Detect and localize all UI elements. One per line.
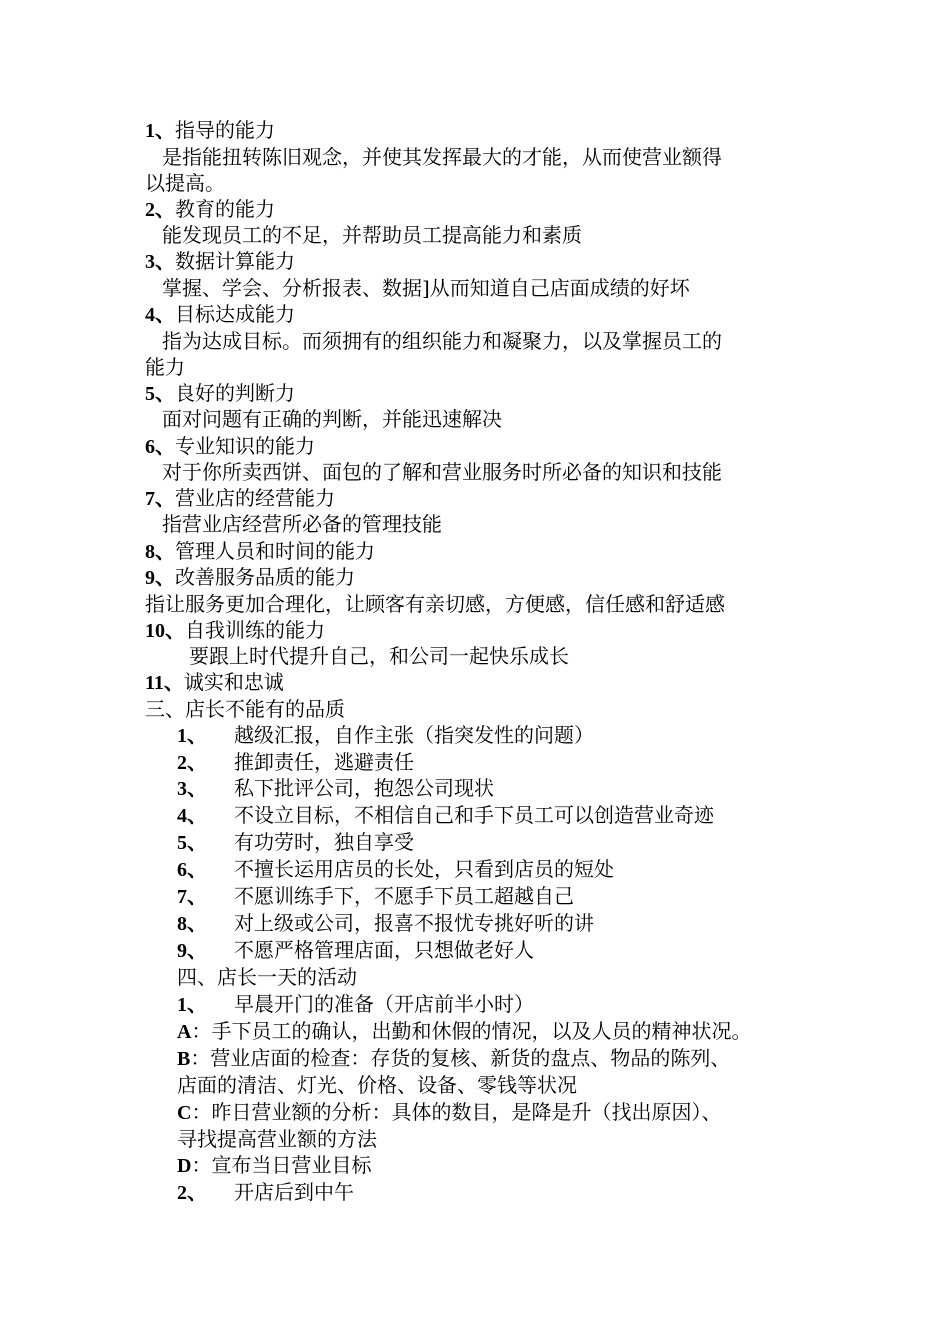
ability-description: 指营业店经营所必备的管理技能 — [162, 512, 442, 536]
ability-heading: 11、诚实和忠诚 — [145, 670, 284, 694]
sub-item: B：营业店面的检查：存货的复核、新货的盘点、物品的陈列、 — [177, 1046, 731, 1070]
ability-description: 指为达成目标。而须拥有的组织能力和凝聚力，以及掌握员工的 — [162, 329, 722, 353]
step-heading: 2、 开店后到中午 — [177, 1180, 354, 1204]
sub-item: A：手下员工的确认，出勤和休假的情况，以及人员的精神状况。 — [177, 1019, 752, 1043]
list-item: 1、 越级汇报，自作主张（指突发性的问题） — [177, 723, 594, 747]
ability-heading: 9、改善服务品质的能力 — [145, 565, 355, 589]
list-item: 9、 不愿严格管理店面，只想做老好人 — [177, 938, 534, 962]
ability-description-cont: 以提高。 — [145, 171, 225, 195]
ability-heading: 10、自我训练的能力 — [145, 618, 325, 642]
sub-item-cont: 寻找提高营业额的方法 — [177, 1127, 377, 1151]
list-item: 6、 不擅长运用店员的长处，只看到店员的短处 — [177, 857, 614, 881]
section-heading: 三、店长不能有的品质 — [145, 697, 345, 721]
ability-heading: 4、目标达成能力 — [145, 302, 295, 326]
ability-heading: 7、营业店的经营能力 — [145, 486, 335, 510]
ability-heading: 5、良好的判断力 — [145, 381, 295, 405]
ability-description: 掌握、学会、分析报表、数据]从而知道自己店面成绩的好坏 — [162, 276, 690, 300]
sub-item: C：昨日营业额的分析：具体的数目，是降是升（找出原因）、 — [177, 1100, 722, 1124]
ability-description: 能发现员工的不足，并帮助员工提高能力和素质 — [162, 223, 582, 247]
ability-description: 对于你所卖西饼、面包的了解和营业服务时所必备的知识和技能 — [162, 460, 722, 484]
ability-description: 是指能扭转陈旧观念，并使其发挥最大的才能，从而使营业额得 — [162, 145, 722, 169]
list-item: 5、 有功劳时，独自享受 — [177, 830, 414, 854]
ability-heading: 6、专业知识的能力 — [145, 434, 315, 458]
ability-heading: 2、教育的能力 — [145, 197, 275, 221]
ability-heading: 8、管理人员和时间的能力 — [145, 539, 375, 563]
ability-description: 指让服务更加合理化，让顾客有亲切感，方便感，信任感和舒适感 — [145, 592, 725, 616]
ability-description-cont: 能力 — [145, 355, 185, 379]
list-item: 8、 对上级或公司，报喜不报忧专挑好听的讲 — [177, 911, 594, 935]
sub-item-cont: 店面的清洁、灯光、价格、设备、零钱等状况 — [177, 1073, 577, 1097]
list-item: 4、 不设立目标，不相信自己和手下员工可以创造营业奇迹 — [177, 803, 714, 827]
sub-item: D：宣布当日营业目标 — [177, 1153, 372, 1177]
ability-heading: 1、指导的能力 — [145, 118, 275, 142]
list-item: 2、 推卸责任，逃避责任 — [177, 750, 414, 774]
ability-heading: 3、数据计算能力 — [145, 249, 295, 273]
ability-description: 要跟上时代提升自己，和公司一起快乐成长 — [189, 644, 569, 668]
ability-description: 面对问题有正确的判断，并能迅速解决 — [162, 407, 502, 431]
step-heading: 1、 早晨开门的准备（开店前半小时） — [177, 992, 534, 1016]
section-heading: 四、店长一天的活动 — [177, 965, 357, 989]
list-item: 7、 不愿训练手下，不愿手下员工超越自己 — [177, 884, 574, 908]
list-item: 3、 私下批评公司，抱怨公司现状 — [177, 776, 494, 800]
